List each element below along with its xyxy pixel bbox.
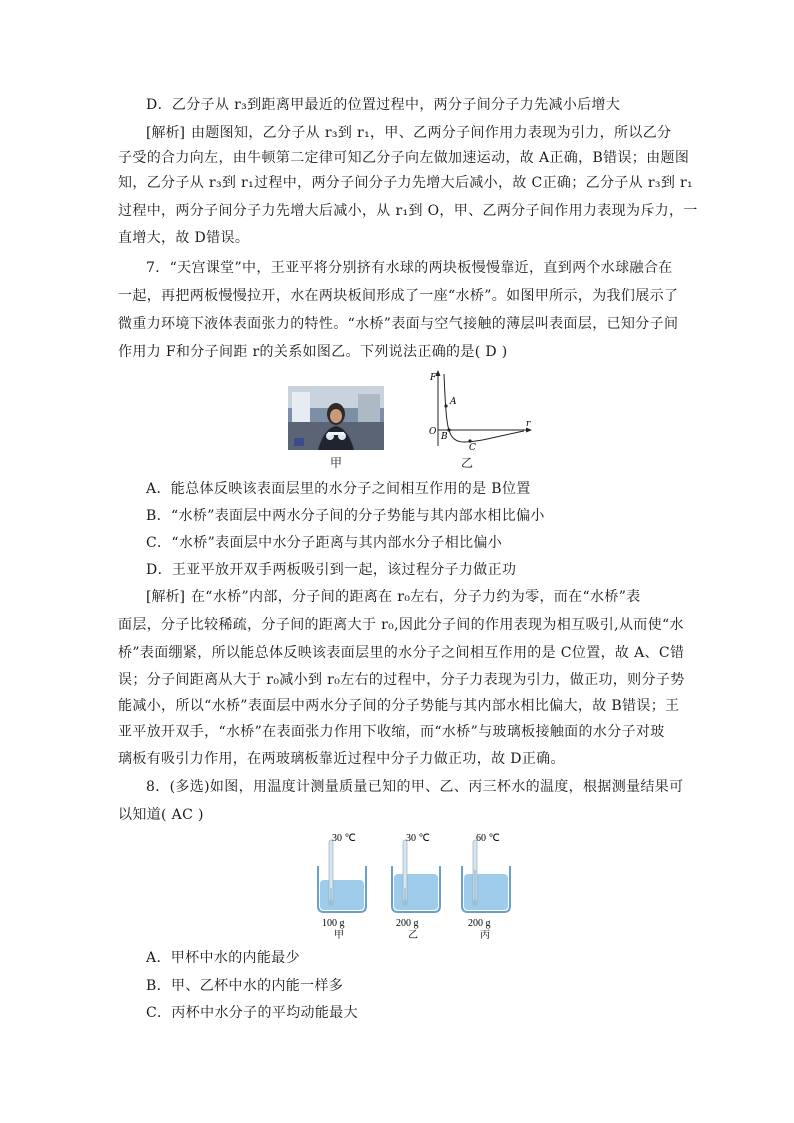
photo-water-bridge: [288, 386, 384, 450]
point-a: [444, 404, 447, 407]
q7-option-a: A．能总体反映该表面层里的水分子之间相互作用的是 B位置: [146, 481, 531, 497]
q7-option-c: C．“水桥”表面层中水分子距离与其内部水分子相比偏小: [146, 535, 503, 551]
analysis-tag: [解析]: [146, 589, 185, 605]
q8-stem-line-2: 以知道( AC ): [118, 807, 204, 823]
beakers-figure: [308, 828, 518, 940]
q6-analysis-line-5: 直增大，故 D错误。: [118, 230, 250, 246]
mass-label-yi: 200 g: [396, 918, 419, 929]
temp-label-bing: 60 ℃: [476, 833, 500, 844]
label-o: O: [429, 427, 437, 437]
label-f: F: [430, 373, 437, 383]
q8-option-b: B．甲、乙杯中水的内能一样多: [146, 978, 344, 994]
q7-analysis-line-4: 误；分子间距离从大于 r₀减小到 r₀左右的过程中，分子力表现为引力，做正功，则分子势: [118, 672, 685, 688]
temp-label-yi: 30 ℃: [406, 833, 430, 844]
mass-label-bing: 200 g: [468, 918, 491, 929]
q7-analysis-line-1: [146, 585, 706, 609]
q8-stem-line-1: 8．(多选)如图，用温度计测量质量已知的甲、乙、丙三杯水的温度，根据测量结果可: [146, 779, 684, 795]
q7-stem-line-1: 7．“天宫课堂”中，王亚平将分别挤有水球的两块板慢慢靠近，直到两个水球融合在: [146, 260, 673, 276]
mass-label-jia: 100 g: [322, 918, 345, 929]
label-a: A: [450, 397, 457, 407]
q6-analysis-line-3: 知，乙分子从 r₃到 r₁过程中，两分子间分子力先增大后减小，故 C正确；乙分子从 r₃到 r₁: [118, 175, 693, 191]
q8-option-c: C．丙杯中水分子的平均动能最大: [146, 1005, 358, 1021]
q7-analysis-line-7: 璃板有吸引力作用，在两玻璃板靠近过程中分子力做正功，故 D正确。: [118, 751, 565, 767]
analysis-text: 在“水桥”内部，分子间的距离在 r₀左右，分子力约为零，而在“水桥”表: [190, 589, 641, 605]
beaker-bing: [462, 833, 510, 940]
point-b: [447, 428, 450, 431]
q6-analysis-line-4: 过程中，两分子间分子力先增大后减小，从 r₁到 O，甲、乙两分子间作用力表现为斥力，一: [118, 203, 698, 219]
q6-analysis-line-1: [146, 121, 706, 145]
q7-stem-line-2: 一起，再把两板慢慢拉开，水在两块板间形成了一座“水桥”。如图甲所示，为我们展示了: [118, 288, 679, 304]
cup-name-yi: 乙: [408, 930, 418, 940]
figure-caption-jia: 甲: [329, 456, 342, 470]
analysis-text: 由题图知，乙分子从 r₃到 r₁，甲、乙两分子间作用力表现为引力，所以乙分: [190, 125, 672, 141]
q7-option-d: D．王亚平放开双手两板吸引到一起，该过程分子力做正功: [146, 562, 517, 578]
q7-analysis-line-2: 面层，分子比较稀疏，分子间的距离大于 r₀,因此分子间的作用表现为相互吸引,从而使“水: [118, 617, 684, 633]
force-curve: [444, 374, 524, 442]
cup-name-bing: 丙: [480, 930, 490, 940]
q6-option-d: D．乙分子从 r₃到距离甲最近的位置过程中，两分子间分子力先减小后增大: [146, 97, 621, 113]
q6-analysis-line-2: 子受的合力向左，由牛顿第二定律可知乙分子向左做加速运动，故 A正确，B错误；由题图: [118, 150, 690, 166]
q7-stem-line-3: 微重力环境下液体表面张力的特性。“水桥”表面与空气接触的薄层叫表面层，已知分子间: [118, 316, 679, 332]
q7-stem-line-4: 作用力 F和分子间距 r的关系如图乙。下列说法正确的是( D ): [118, 344, 508, 360]
beaker-yi: [392, 833, 440, 940]
force-distance-graph: [420, 368, 536, 450]
label-b: B: [441, 432, 448, 442]
figure-caption-yi: 乙: [460, 456, 473, 470]
label-c: C: [469, 443, 476, 450]
label-r: r: [526, 419, 531, 429]
cup-name-jia: 甲: [334, 930, 344, 940]
q7-option-b: B．“水桥”表面层中两水分子间的分子势能与其内部水相比偏小: [146, 508, 545, 524]
q7-analysis-line-3: 桥”表面绷紧，所以能总体反映该表面层里的水分子之间相互作用的是 C位置，故 A、C错: [118, 645, 685, 661]
q7-analysis-line-5: 能减小，所以“水桥”表面层中两水分子间的分子势能与其内部水相比偏大，故 B错误；王: [118, 698, 680, 714]
beaker-jia: [318, 833, 366, 940]
f-axis-arrow: [436, 370, 441, 376]
q8-option-a: A．甲杯中水的内能最少: [146, 950, 300, 966]
analysis-tag: [解析]: [146, 125, 185, 141]
temp-label-jia: 30 ℃: [332, 833, 356, 844]
q7-analysis-line-6: 亚平放开双手，“水桥”在表面张力作用下收缩，而“水桥”与玻璃板接触面的水分子对玻: [118, 724, 665, 740]
